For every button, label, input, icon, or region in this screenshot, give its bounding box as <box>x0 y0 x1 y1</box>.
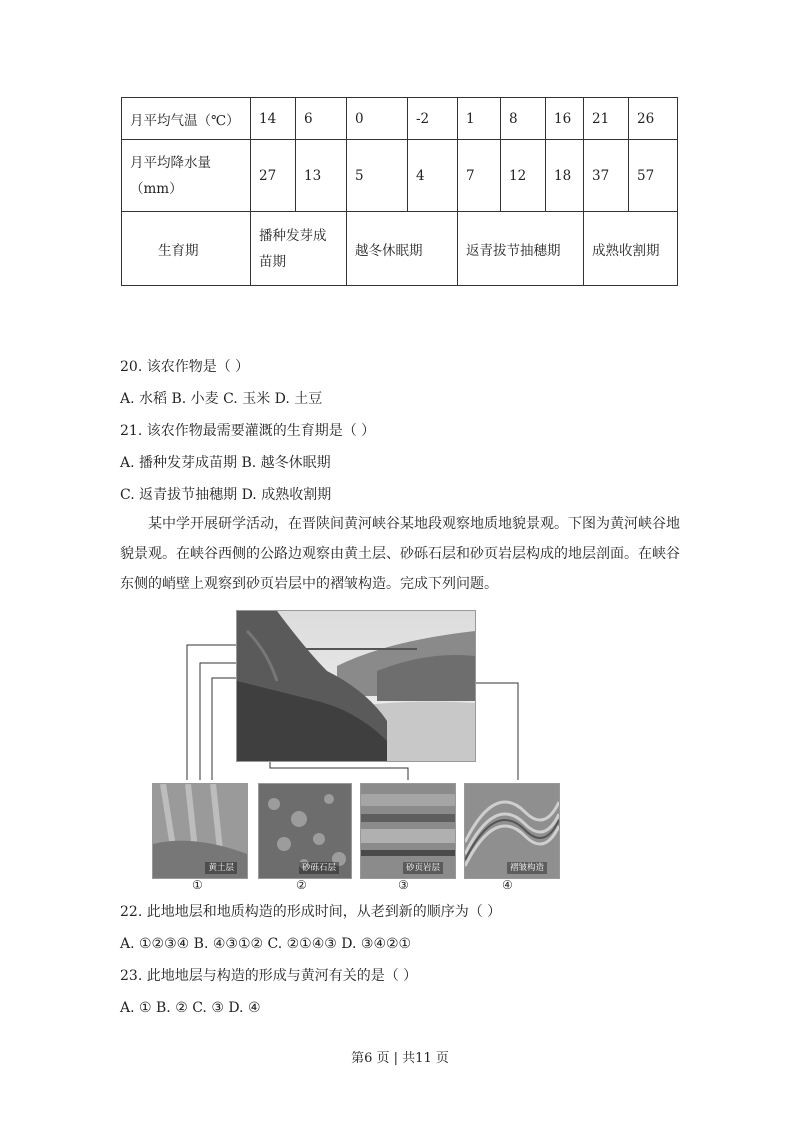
precip-cell: 5 <box>347 140 408 212</box>
temp-cell: 21 <box>584 98 629 140</box>
gravel-caption: 砂砾石层 <box>299 862 339 874</box>
shale-photo <box>360 783 456 879</box>
temperature-label: 月平均气温（℃） <box>122 98 251 140</box>
period-cell: 返青拔节抽穗期 <box>458 212 584 286</box>
precipitation-label: 月平均降水量（mm） <box>122 140 251 212</box>
precip-cell: 37 <box>584 140 629 212</box>
canyon-landscape-photo <box>236 610 476 762</box>
precip-cell: 12 <box>501 140 546 212</box>
temp-cell: -2 <box>408 98 458 140</box>
period-cell: 成熟收割期 <box>584 212 678 286</box>
period-cell: 播种发芽成苗期 <box>251 212 347 286</box>
question-20-stem: 20. 该农作物是（ ） <box>120 359 250 375</box>
precip-cell: 18 <box>546 140 584 212</box>
photo-number-2: ② <box>296 878 307 892</box>
geology-figure <box>140 608 570 898</box>
loess-caption: 黄土层 <box>205 862 237 874</box>
fold-caption: 褶皱构造 <box>507 862 547 874</box>
temperature-row <box>122 98 678 140</box>
question-21-options-line2: C. 返青拔节抽穗期 D. 成熟收割期 <box>120 487 332 503</box>
question-21-options-line1: A. 播种发芽成苗期 B. 越冬休眠期 <box>120 455 331 471</box>
question-23-stem: 23. 此地地层与构造的形成与黄河有关的是（ ） <box>120 968 418 984</box>
photo-number-3: ③ <box>398 878 409 892</box>
temp-cell: 26 <box>629 98 678 140</box>
climate-table <box>121 97 678 286</box>
fold-photo <box>464 783 560 879</box>
temp-cell: 6 <box>296 98 347 140</box>
page-footer: 第6 页 | 共11 页 <box>351 1051 449 1066</box>
precip-cell: 13 <box>296 140 347 212</box>
question-21-stem: 21. 该农作物最需要灌溉的生育期是（ ） <box>120 423 376 439</box>
temp-cell: 14 <box>251 98 296 140</box>
precip-cell: 7 <box>458 140 501 212</box>
precipitation-row <box>122 140 678 212</box>
precip-cell: 4 <box>408 140 458 212</box>
growth-period-label: 生育期 <box>122 212 251 286</box>
period-cell: 越冬休眠期 <box>347 212 458 286</box>
question-22-stem: 22. 此地地层和地质构造的形成时间，从老到新的顺序为（ ） <box>120 904 502 920</box>
temp-cell: 1 <box>458 98 501 140</box>
temp-cell: 0 <box>347 98 408 140</box>
temp-cell: 8 <box>501 98 546 140</box>
photo-number-4: ④ <box>502 878 513 892</box>
photo-number-1: ① <box>192 878 203 892</box>
question-22-options: A. ①②③④ B. ④③①② C. ②①④③ D. ③④②① <box>120 936 412 952</box>
growth-period-row <box>122 212 678 286</box>
gravel-photo <box>258 783 352 879</box>
question-23-options: A. ① B. ② C. ③ D. ④ <box>120 1000 261 1016</box>
question-20-options: A. 水稻 B. 小麦 C. 玉米 D. 土豆 <box>120 391 323 407</box>
precip-cell: 27 <box>251 140 296 212</box>
passage-text: 某中学开展研学活动，在晋陕间黄河峡谷某地段观察地质地貌景观。下图为黄河峡谷地貌景观。在峡谷西侧的公路边观察由黄土层、砂砾石层和砂页岩层构成的地层剖面。在峡谷东侧的峭壁上观察到砂页岩层中的褶皱构造。完成下列问题。 <box>120 516 680 592</box>
temp-cell: 16 <box>546 98 584 140</box>
loess-photo <box>152 783 248 879</box>
precip-cell: 57 <box>629 140 678 212</box>
shale-caption: 砂页岩层 <box>403 862 443 874</box>
